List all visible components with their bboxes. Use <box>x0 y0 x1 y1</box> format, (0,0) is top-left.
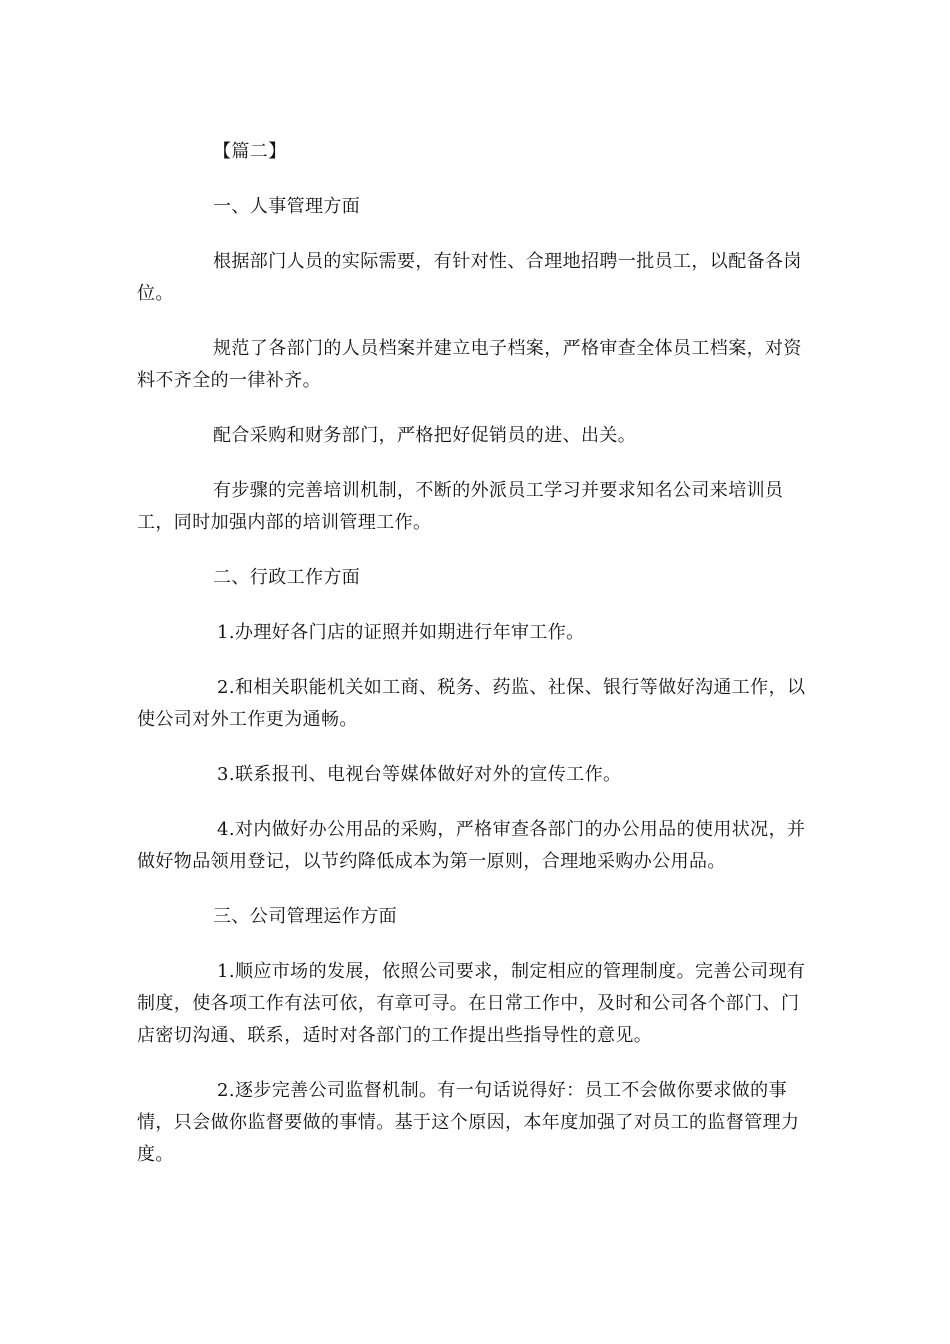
paragraph: 2.逐步完善公司监督机制。有一句话说得好：员工不会做你要求做的事情，只会做你监督要做的事情。基于这个原因，本年度加强了对员工的监督管理力度。 <box>137 1080 800 1165</box>
paragraph: 4.对内做好办公用品的采购，严格审查各部门的办公用品的使用状况，并做好物品领用登记，以节约降低成本为第一原则，合理地采购办公用品。 <box>137 819 806 872</box>
paragraph: 配合采购和财务部门，严格把好促销员的进、出关。 <box>213 425 637 446</box>
document-body <box>137 136 817 1194</box>
section-heading-management: 三、公司管理运作方面 <box>213 906 397 927</box>
paragraph: 有步骤的完善培训机制，不断的外派员工学习并要求知名公司来培训员工，同时加强内部的培训管理工作。 <box>137 480 784 533</box>
paragraph: 3.联系报刊、电视台等媒体做好对外的宣传工作。 <box>217 764 622 785</box>
paragraph: 2.和相关职能机关如工商、税务、药监、社保、银行等做好沟通工作，以使公司对外工作更为通畅。 <box>137 677 806 730</box>
paragraph: 根据部门人员的实际需要，有针对性、合理地招聘一批员工，以配备各岗位。 <box>137 251 802 304</box>
paragraph: 规范了各部门的人员档案并建立电子档案，严格审查全体员工档案，对资料不齐全的一律补齐。 <box>137 338 802 391</box>
section-heading-admin: 二、行政工作方面 <box>213 567 361 588</box>
section-heading-hr: 一、人事管理方面 <box>213 196 361 217</box>
document-title: 【篇二】 <box>213 141 287 162</box>
paragraph: 1.顺应市场的发展，依照公司要求，制定相应的管理制度。完善公司现有制度，使各项工作有法可依，有章可寻。在日常工作中，及时和公司各个部门、门店密切沟通、联系，适时对各部门的工作提出些指导性的意见。 <box>137 961 806 1046</box>
paragraph: 1.办理好各门店的证照并如期进行年审工作。 <box>217 622 585 643</box>
